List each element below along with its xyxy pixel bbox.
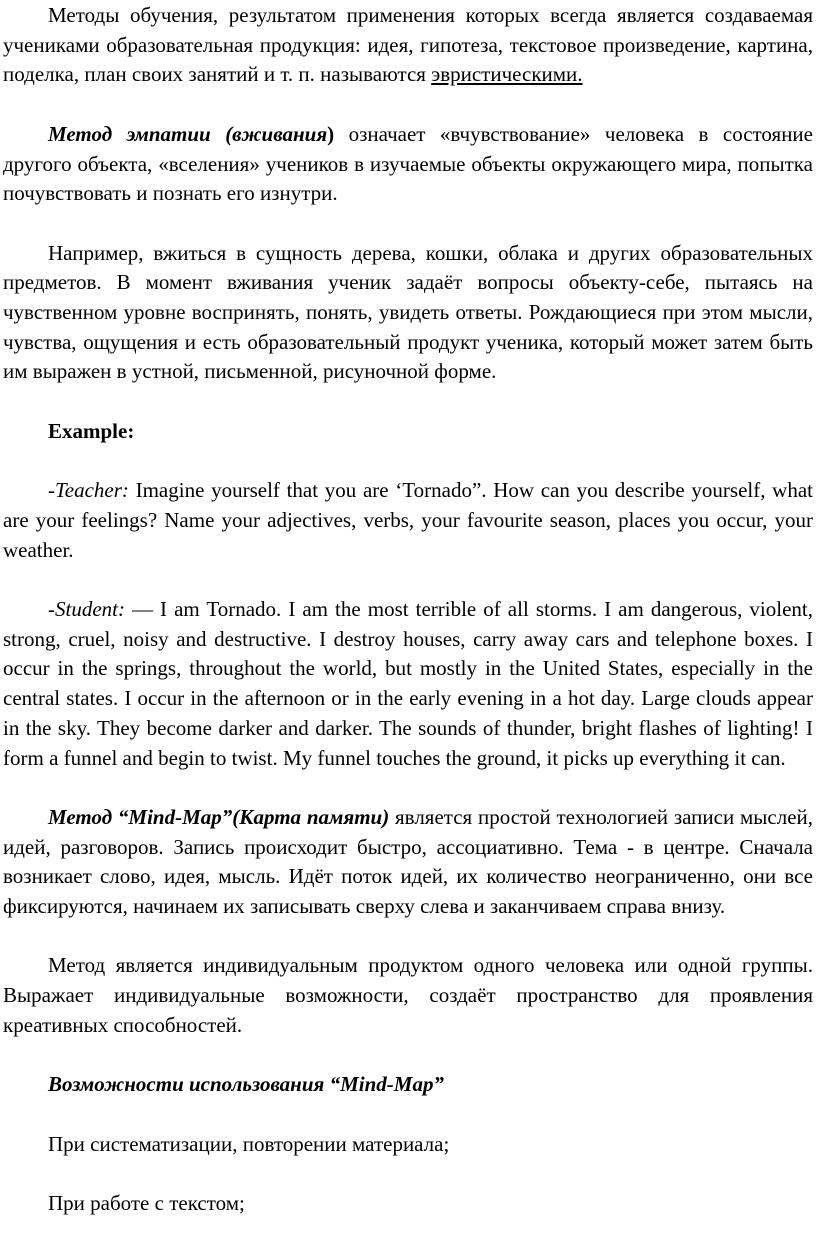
empathy-method-term-close: ) — [327, 121, 335, 146]
teacher-text: Imagine yourself that you are ‘Tornado”. How can you describe yourself, what are your feelings? Name your adjectives, verbs, your favourite season, places you occur, your weather. — [3, 478, 813, 562]
student-role: Student: — [55, 596, 125, 621]
paragraph-teacher — [3, 476, 813, 565]
paragraph-empathy-example — [3, 239, 813, 388]
mind-map-uses-heading-text: Возможности использования “Mind-Map” — [48, 1072, 444, 1097]
heuristic-term: эвристическими. — [431, 62, 583, 87]
mind-map-text: является простой технологией записи мыслей, идей, разговоров. Запись происходит быстро, ассоциативно. Тема - в центре. Сначала возникает слово, идея, мысль. Идёт поток идей, их количество неограниченно, они все фиксируются, начинаем их записывать сверху слева и заканчиваем справа внизу. — [3, 804, 813, 918]
teacher-prefix: - — [48, 478, 55, 503]
example-heading: Example: — [48, 418, 135, 443]
use-text-work: При работе с текстом; — [48, 1190, 245, 1215]
mind-map-term: Метод “Mind-Map”(Карта памяти) — [48, 804, 390, 829]
student-text: — I am Tornado. I am the most terrible of all storms. I am dangerous, violent, strong, cruel, noisy and destructive. I destroy houses, carry away cars and telephone boxes. I occur in the springs, throughout the world, but mostly in the United States, especially in the central states. I occur in the afternoon or in the early evening in a hot day. Large clouds appear in the sky. They become darker and darker. The sounds of thunder, bright flashes of lighting! I form a funnel and begin to twist. My funnel touches the ground, it picks up everything it can. — [3, 596, 813, 770]
paragraph-empathy-method — [3, 120, 813, 209]
method-product-text: Метод является индивидуальным продуктом одного человека или одной группы. Выражает индивидуальные возможности, создаёт пространство для проявления креативных способностей. — [3, 953, 813, 1037]
heuristic-methods-text: Методы обучения, результатом применения которых всегда является создаваемая учениками образовательная продукция: идея, гипотеза, текстовое произведение, картина, поделка, план своих занятий и т. п. называются — [3, 3, 813, 87]
paragraph-mind-map — [3, 803, 813, 922]
empathy-method-term: Метод эмпатии (вживания — [48, 121, 328, 146]
empathy-method-text: означает «вчувствование» человека в состояние другого объекта, «вселения» учеников в изучаемые объекты окружающего мира, попытка почувствовать и познать его изнутри. — [3, 121, 813, 206]
list-item — [3, 1130, 813, 1160]
paragraph-student — [3, 595, 813, 773]
use-systematization: При систематизации, повторении материала; — [48, 1131, 450, 1156]
paragraph-heuristic-methods — [3, 0, 813, 90]
student-prefix: - — [48, 596, 55, 621]
empathy-example-text: Например, вжиться в сущность дерева, кошки, облака и других образовательных предметов. В момент вживания ученик задаёт вопросы объекту-себе, пытаясь на чувственном уровне воспринять, понять, увидеть ответы. Рождающиеся при этом мысли, чувства, ощущения и есть образовательный продукт ученика, который может затем быть им выражен в устной, письменной, рисуночной форме. — [3, 240, 813, 384]
list-item — [3, 1189, 813, 1219]
teacher-role: Teacher: — [55, 478, 129, 503]
paragraph-method-product — [3, 951, 813, 1040]
mind-map-uses-heading — [3, 1070, 813, 1100]
